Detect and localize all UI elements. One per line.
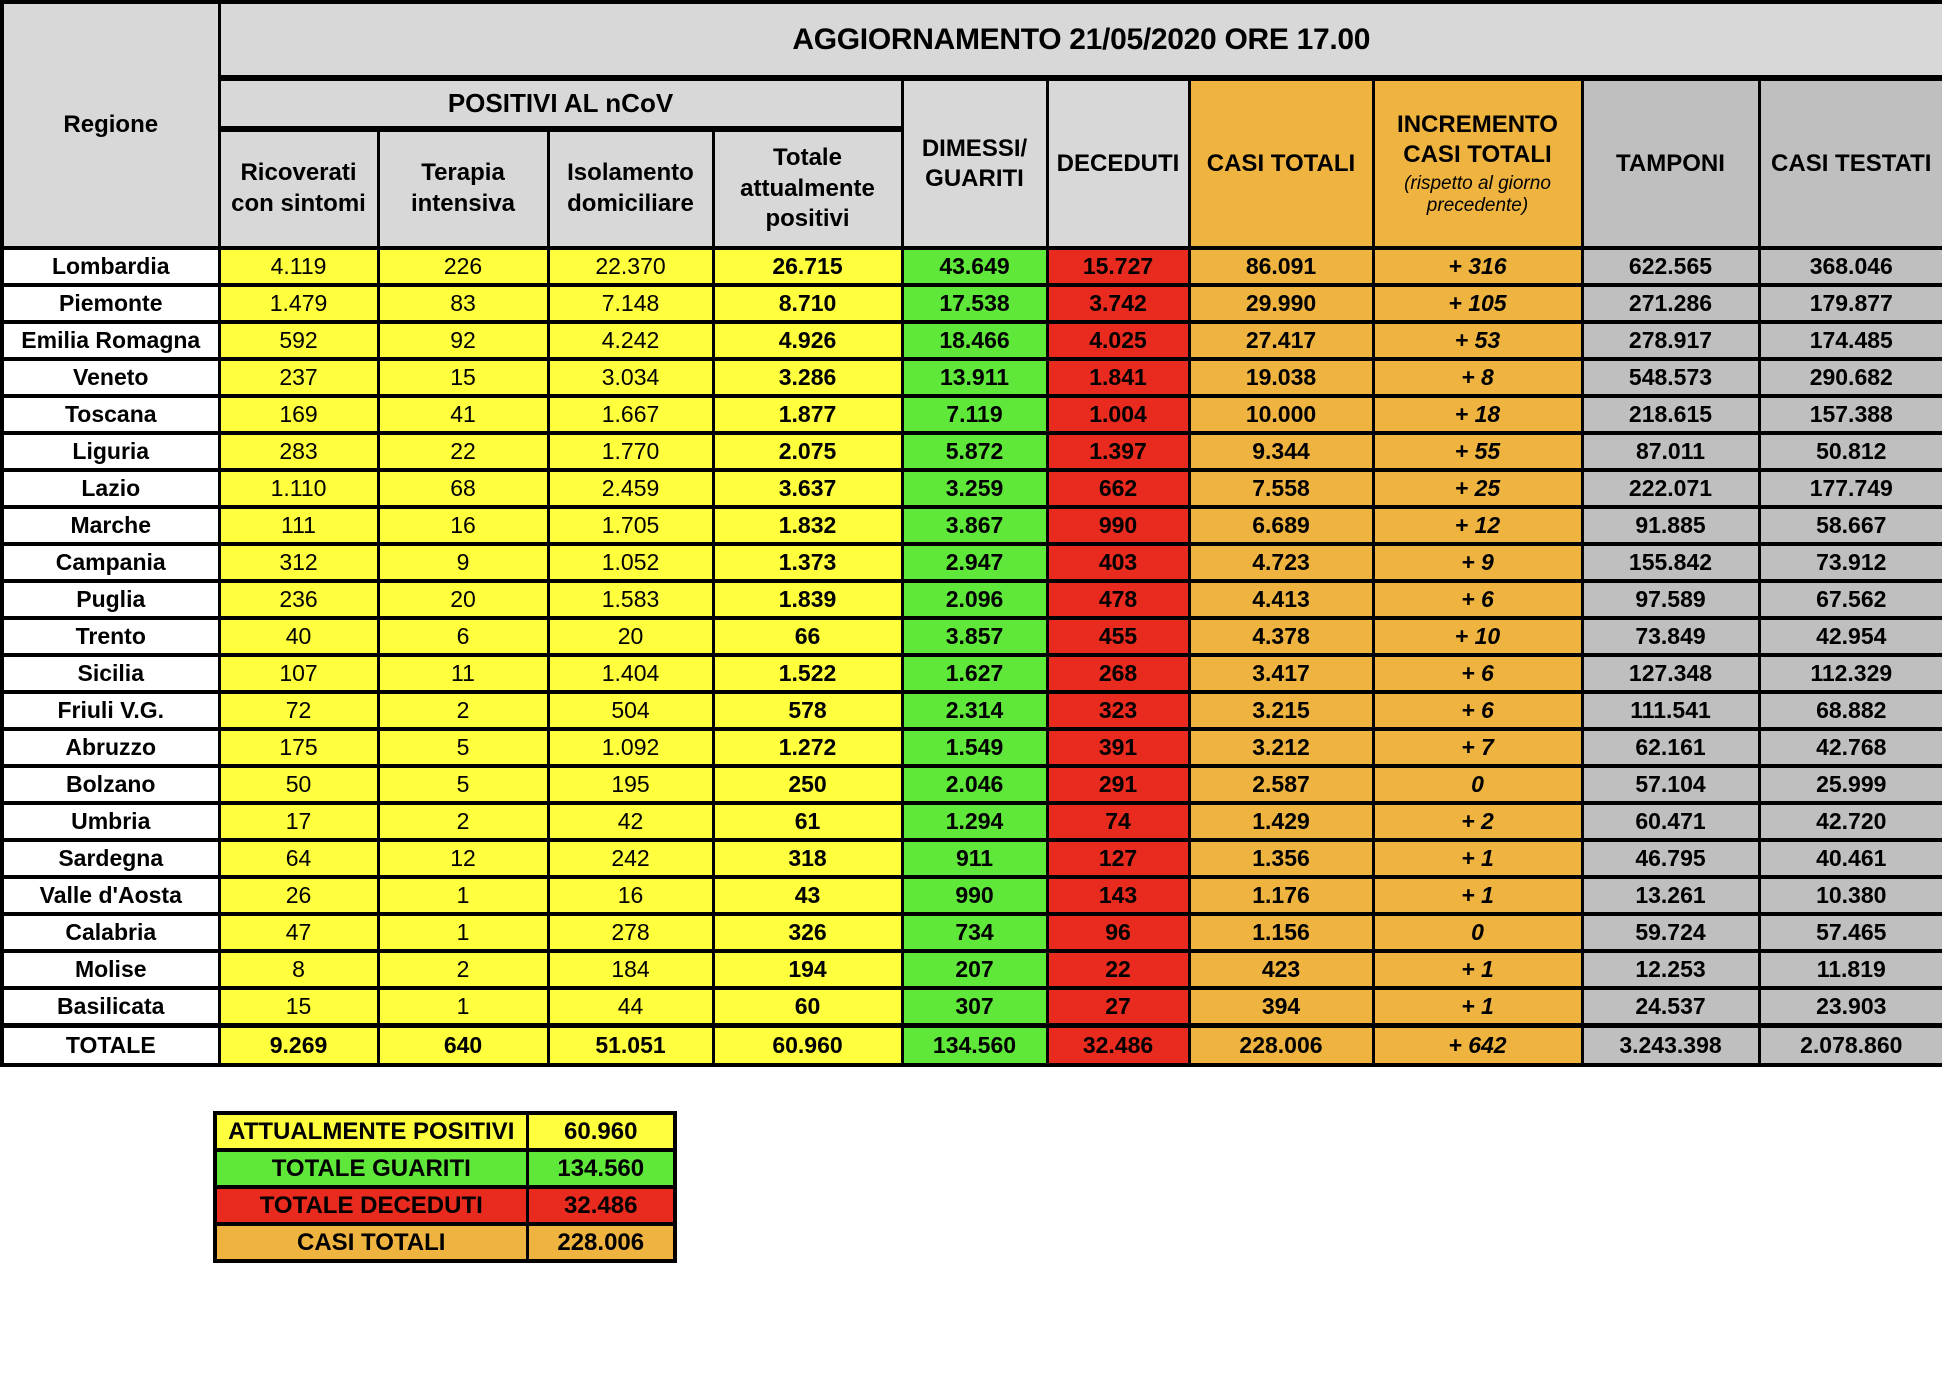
table-header-title: AGGIORNAMENTO 21/05/2020 ORE 17.00 xyxy=(219,2,1942,78)
table-row xyxy=(2,729,1942,766)
table-row xyxy=(2,359,1942,396)
cell-incremento: + 2 xyxy=(1373,803,1582,840)
cell-incremento: + 12 xyxy=(1373,507,1582,544)
cell-isolamento: 3.034 xyxy=(548,359,713,396)
cell-casi-totali: 29.990 xyxy=(1189,285,1373,322)
cell-isolamento: 1.705 xyxy=(548,507,713,544)
column-header-isolamento: Isolamento domiciliare xyxy=(548,129,713,248)
cell-isolamento: 278 xyxy=(548,914,713,951)
region-name: Puglia xyxy=(2,581,219,618)
cell-casi-testati: 23.903 xyxy=(1759,988,1942,1025)
cell-deceduti: 391 xyxy=(1047,729,1189,766)
cell-dimessi-guariti: 207 xyxy=(902,951,1047,988)
table-row xyxy=(2,322,1942,359)
cell-incremento: + 1 xyxy=(1373,951,1582,988)
cell-totale-positivi: 1.877 xyxy=(713,396,902,433)
cell-tamponi: 548.573 xyxy=(1582,359,1759,396)
cell-isolamento: 184 xyxy=(548,951,713,988)
region-name: Toscana xyxy=(2,396,219,433)
cell-dimessi-guariti: 43.649 xyxy=(902,248,1047,285)
cell-terapia-intensiva: 226 xyxy=(378,248,548,285)
cell-dimessi-guariti: 734 xyxy=(902,914,1047,951)
cell-tamponi: 222.071 xyxy=(1582,470,1759,507)
cell-casi-testati: 68.882 xyxy=(1759,692,1942,729)
cell-totale-positivi: 2.075 xyxy=(713,433,902,470)
region-name: Umbria xyxy=(2,803,219,840)
cell-incremento: + 316 xyxy=(1373,248,1582,285)
cell-tamponi: 62.161 xyxy=(1582,729,1759,766)
cell-incremento: + 1 xyxy=(1373,988,1582,1025)
column-header-casi-totali: CASI TOTALI xyxy=(1189,78,1373,248)
cell-isolamento: 1.052 xyxy=(548,544,713,581)
cell-deceduti: 96 xyxy=(1047,914,1189,951)
cell-dimessi-guariti: 1.627 xyxy=(902,655,1047,692)
cell-isolamento: 4.242 xyxy=(548,322,713,359)
cell-terapia-intensiva: 640 xyxy=(378,1025,548,1065)
cell-casi-totali: 1.156 xyxy=(1189,914,1373,951)
cell-tamponi: 111.541 xyxy=(1582,692,1759,729)
cell-deceduti: 1.004 xyxy=(1047,396,1189,433)
cell-terapia-intensiva: 2 xyxy=(378,803,548,840)
cell-ricoverati: 17 xyxy=(219,803,378,840)
cell-terapia-intensiva: 83 xyxy=(378,285,548,322)
cell-ricoverati: 169 xyxy=(219,396,378,433)
cell-casi-totali: 4.413 xyxy=(1189,581,1373,618)
cell-ricoverati: 4.119 xyxy=(219,248,378,285)
cell-casi-totali: 1.429 xyxy=(1189,803,1373,840)
cell-tamponi: 127.348 xyxy=(1582,655,1759,692)
cell-casi-totali: 27.417 xyxy=(1189,322,1373,359)
cell-casi-testati: 40.461 xyxy=(1759,840,1942,877)
cell-totale-positivi: 60 xyxy=(713,988,902,1025)
cell-casi-totali: 3.417 xyxy=(1189,655,1373,692)
cell-terapia-intensiva: 6 xyxy=(378,618,548,655)
summary-value: 228.006 xyxy=(527,1224,675,1261)
cell-terapia-intensiva: 41 xyxy=(378,396,548,433)
cell-totale-positivi: 66 xyxy=(713,618,902,655)
cell-incremento: 0 xyxy=(1373,914,1582,951)
cell-incremento: + 6 xyxy=(1373,655,1582,692)
cell-totale-positivi: 1.373 xyxy=(713,544,902,581)
table-row xyxy=(2,396,1942,433)
cell-terapia-intensiva: 16 xyxy=(378,507,548,544)
cell-casi-testati: 50.812 xyxy=(1759,433,1942,470)
table-row xyxy=(2,951,1942,988)
incremento-note: (rispetto al giorno precedente) xyxy=(1404,173,1551,216)
cell-dimessi-guariti: 2.314 xyxy=(902,692,1047,729)
cell-terapia-intensiva: 5 xyxy=(378,729,548,766)
cell-casi-testati: 57.465 xyxy=(1759,914,1942,951)
cell-incremento: + 25 xyxy=(1373,470,1582,507)
cell-tamponi: 155.842 xyxy=(1582,544,1759,581)
cell-casi-testati: 67.562 xyxy=(1759,581,1942,618)
cell-tamponi: 59.724 xyxy=(1582,914,1759,951)
cell-ricoverati: 26 xyxy=(219,877,378,914)
cell-terapia-intensiva: 20 xyxy=(378,581,548,618)
cell-deceduti: 403 xyxy=(1047,544,1189,581)
cell-incremento: + 1 xyxy=(1373,840,1582,877)
cell-terapia-intensiva: 2 xyxy=(378,692,548,729)
cell-ricoverati: 50 xyxy=(219,766,378,803)
table-row xyxy=(2,766,1942,803)
cell-isolamento: 22.370 xyxy=(548,248,713,285)
cell-totale-positivi: 4.926 xyxy=(713,322,902,359)
region-name: Lazio xyxy=(2,470,219,507)
region-name: Friuli V.G. xyxy=(2,692,219,729)
region-name: Marche xyxy=(2,507,219,544)
table-row xyxy=(2,692,1942,729)
cell-deceduti: 662 xyxy=(1047,470,1189,507)
cell-casi-totali: 86.091 xyxy=(1189,248,1373,285)
cell-dimessi-guariti: 3.259 xyxy=(902,470,1047,507)
column-header-terapia: Terapia intensiva xyxy=(378,129,548,248)
cell-terapia-intensiva: 22 xyxy=(378,433,548,470)
table-row xyxy=(2,544,1942,581)
cell-casi-testati: 174.485 xyxy=(1759,322,1942,359)
cell-deceduti: 291 xyxy=(1047,766,1189,803)
cell-dimessi-guariti: 17.538 xyxy=(902,285,1047,322)
cell-dimessi-guariti: 911 xyxy=(902,840,1047,877)
cell-terapia-intensiva: 5 xyxy=(378,766,548,803)
cell-ricoverati: 1.479 xyxy=(219,285,378,322)
cell-terapia-intensiva: 12 xyxy=(378,840,548,877)
cell-tamponi: 87.011 xyxy=(1582,433,1759,470)
cell-casi-testati: 112.329 xyxy=(1759,655,1942,692)
cell-isolamento: 51.051 xyxy=(548,1025,713,1065)
summary-value: 32.486 xyxy=(527,1187,675,1224)
cell-incremento: + 6 xyxy=(1373,692,1582,729)
cell-ricoverati: 175 xyxy=(219,729,378,766)
column-group-positivi: POSITIVI AL nCoV xyxy=(219,78,902,129)
cell-ricoverati: 8 xyxy=(219,951,378,988)
region-name: Campania xyxy=(2,544,219,581)
cell-totale-positivi: 578 xyxy=(713,692,902,729)
cell-totale-positivi: 250 xyxy=(713,766,902,803)
cell-incremento: + 1 xyxy=(1373,877,1582,914)
cell-isolamento: 1.092 xyxy=(548,729,713,766)
cell-isolamento: 1.770 xyxy=(548,433,713,470)
cell-dimessi-guariti: 2.947 xyxy=(902,544,1047,581)
cell-casi-testati: 179.877 xyxy=(1759,285,1942,322)
cell-isolamento: 20 xyxy=(548,618,713,655)
cell-casi-totali: 3.212 xyxy=(1189,729,1373,766)
cell-casi-totali: 6.689 xyxy=(1189,507,1373,544)
cell-totale-positivi: 1.522 xyxy=(713,655,902,692)
cell-ricoverati: 1.110 xyxy=(219,470,378,507)
cell-casi-totali: 10.000 xyxy=(1189,396,1373,433)
cell-casi-totali: 228.006 xyxy=(1189,1025,1373,1065)
column-header-incremento xyxy=(1373,78,1582,248)
cell-incremento: + 8 xyxy=(1373,359,1582,396)
cell-totale-positivi: 326 xyxy=(713,914,902,951)
cell-incremento: 0 xyxy=(1373,766,1582,803)
cell-casi-totali: 7.558 xyxy=(1189,470,1373,507)
cell-deceduti: 4.025 xyxy=(1047,322,1189,359)
summary-row xyxy=(215,1187,675,1224)
column-header-dimessi-guariti: DIMESSI/ GUARITI xyxy=(902,78,1047,248)
table-row xyxy=(2,803,1942,840)
cell-casi-testati: 157.388 xyxy=(1759,396,1942,433)
cell-tamponi: 60.471 xyxy=(1582,803,1759,840)
cell-tamponi: 13.261 xyxy=(1582,877,1759,914)
cell-totale-positivi: 8.710 xyxy=(713,285,902,322)
cell-ricoverati: 9.269 xyxy=(219,1025,378,1065)
region-name: TOTALE xyxy=(2,1025,219,1065)
table-row xyxy=(2,877,1942,914)
summary-body xyxy=(215,1113,675,1261)
cell-tamponi: 73.849 xyxy=(1582,618,1759,655)
summary-label: TOTALE DECEDUTI xyxy=(215,1187,527,1224)
cell-isolamento: 16 xyxy=(548,877,713,914)
cell-deceduti: 455 xyxy=(1047,618,1189,655)
incremento-label: INCREMENTO CASI TOTALI xyxy=(1397,111,1558,169)
cell-isolamento: 42 xyxy=(548,803,713,840)
cell-totale-positivi: 3.637 xyxy=(713,470,902,507)
cell-casi-totali: 19.038 xyxy=(1189,359,1373,396)
summary-row xyxy=(215,1224,675,1261)
cell-ricoverati: 111 xyxy=(219,507,378,544)
cell-incremento: + 642 xyxy=(1373,1025,1582,1065)
cell-totale-positivi: 26.715 xyxy=(713,248,902,285)
cell-isolamento: 504 xyxy=(548,692,713,729)
cell-casi-testati: 177.749 xyxy=(1759,470,1942,507)
region-name: Calabria xyxy=(2,914,219,951)
cell-casi-totali: 423 xyxy=(1189,951,1373,988)
cell-casi-testati: 2.078.860 xyxy=(1759,1025,1942,1065)
summary-label: ATTUALMENTE POSITIVI xyxy=(215,1113,527,1150)
cell-tamponi: 91.885 xyxy=(1582,507,1759,544)
cell-totale-positivi: 60.960 xyxy=(713,1025,902,1065)
cell-tamponi: 24.537 xyxy=(1582,988,1759,1025)
cell-tamponi: 3.243.398 xyxy=(1582,1025,1759,1065)
cell-deceduti: 32.486 xyxy=(1047,1025,1189,1065)
cell-tamponi: 271.286 xyxy=(1582,285,1759,322)
cell-deceduti: 143 xyxy=(1047,877,1189,914)
cell-casi-testati: 42.720 xyxy=(1759,803,1942,840)
cell-terapia-intensiva: 1 xyxy=(378,877,548,914)
cell-casi-testati: 42.954 xyxy=(1759,618,1942,655)
cell-deceduti: 1.841 xyxy=(1047,359,1189,396)
cell-deceduti: 1.397 xyxy=(1047,433,1189,470)
cell-dimessi-guariti: 3.867 xyxy=(902,507,1047,544)
cell-casi-totali: 4.378 xyxy=(1189,618,1373,655)
cell-casi-testati: 11.819 xyxy=(1759,951,1942,988)
cell-casi-testati: 25.999 xyxy=(1759,766,1942,803)
summary-value: 60.960 xyxy=(527,1113,675,1150)
cell-casi-totali: 394 xyxy=(1189,988,1373,1025)
summary-table xyxy=(213,1111,677,1263)
table-row xyxy=(2,618,1942,655)
total-row xyxy=(2,1025,1942,1065)
cell-isolamento: 7.148 xyxy=(548,285,713,322)
cell-isolamento: 1.583 xyxy=(548,581,713,618)
cell-totale-positivi: 1.272 xyxy=(713,729,902,766)
cell-ricoverati: 47 xyxy=(219,914,378,951)
cell-deceduti: 323 xyxy=(1047,692,1189,729)
cell-deceduti: 27 xyxy=(1047,988,1189,1025)
cell-isolamento: 1.404 xyxy=(548,655,713,692)
cell-casi-testati: 58.667 xyxy=(1759,507,1942,544)
cell-tamponi: 278.917 xyxy=(1582,322,1759,359)
region-name: Piemonte xyxy=(2,285,219,322)
table-row xyxy=(2,840,1942,877)
cell-tamponi: 622.565 xyxy=(1582,248,1759,285)
cell-casi-totali: 3.215 xyxy=(1189,692,1373,729)
column-header-ricoverati: Ricoverati con sintomi xyxy=(219,129,378,248)
cell-dimessi-guariti: 18.466 xyxy=(902,322,1047,359)
table-body xyxy=(2,248,1942,1065)
table-row xyxy=(2,988,1942,1025)
cell-terapia-intensiva: 1 xyxy=(378,914,548,951)
column-header-deceduti: DECEDUTI xyxy=(1047,78,1189,248)
cell-dimessi-guariti: 134.560 xyxy=(902,1025,1047,1065)
cell-dimessi-guariti: 7.119 xyxy=(902,396,1047,433)
cell-casi-testati: 42.768 xyxy=(1759,729,1942,766)
cell-terapia-intensiva: 9 xyxy=(378,544,548,581)
summary-label: CASI TOTALI xyxy=(215,1224,527,1261)
cell-terapia-intensiva: 68 xyxy=(378,470,548,507)
cell-tamponi: 57.104 xyxy=(1582,766,1759,803)
cell-incremento: + 9 xyxy=(1373,544,1582,581)
cell-deceduti: 268 xyxy=(1047,655,1189,692)
cell-casi-testati: 368.046 xyxy=(1759,248,1942,285)
cell-ricoverati: 40 xyxy=(219,618,378,655)
cell-ricoverati: 312 xyxy=(219,544,378,581)
cell-dimessi-guariti: 1.549 xyxy=(902,729,1047,766)
cell-casi-testati: 290.682 xyxy=(1759,359,1942,396)
region-name: Basilicata xyxy=(2,988,219,1025)
cell-totale-positivi: 194 xyxy=(713,951,902,988)
cell-deceduti: 127 xyxy=(1047,840,1189,877)
cell-dimessi-guariti: 3.857 xyxy=(902,618,1047,655)
cell-totale-positivi: 3.286 xyxy=(713,359,902,396)
region-name: Veneto xyxy=(2,359,219,396)
region-name: Molise xyxy=(2,951,219,988)
cell-incremento: + 10 xyxy=(1373,618,1582,655)
column-header-totale-positivi: Totale attualmente positivi xyxy=(713,129,902,248)
region-name: Sardegna xyxy=(2,840,219,877)
cell-incremento: + 53 xyxy=(1373,322,1582,359)
cell-ricoverati: 64 xyxy=(219,840,378,877)
table-row xyxy=(2,285,1942,322)
table-row xyxy=(2,914,1942,951)
cell-terapia-intensiva: 15 xyxy=(378,359,548,396)
cell-ricoverati: 283 xyxy=(219,433,378,470)
cell-tamponi: 218.615 xyxy=(1582,396,1759,433)
cell-ricoverati: 15 xyxy=(219,988,378,1025)
cell-deceduti: 990 xyxy=(1047,507,1189,544)
cell-terapia-intensiva: 1 xyxy=(378,988,548,1025)
cell-terapia-intensiva: 11 xyxy=(378,655,548,692)
cell-isolamento: 44 xyxy=(548,988,713,1025)
cell-deceduti: 478 xyxy=(1047,581,1189,618)
cell-isolamento: 1.667 xyxy=(548,396,713,433)
cell-incremento: + 55 xyxy=(1373,433,1582,470)
region-name: Liguria xyxy=(2,433,219,470)
summary-label: TOTALE GUARITI xyxy=(215,1150,527,1187)
cell-tamponi: 97.589 xyxy=(1582,581,1759,618)
cell-totale-positivi: 61 xyxy=(713,803,902,840)
cell-ricoverati: 107 xyxy=(219,655,378,692)
cell-totale-positivi: 43 xyxy=(713,877,902,914)
table-row xyxy=(2,655,1942,692)
cell-dimessi-guariti: 990 xyxy=(902,877,1047,914)
cell-dimessi-guariti: 2.096 xyxy=(902,581,1047,618)
cell-dimessi-guariti: 2.046 xyxy=(902,766,1047,803)
cell-totale-positivi: 318 xyxy=(713,840,902,877)
cell-dimessi-guariti: 5.872 xyxy=(902,433,1047,470)
cell-ricoverati: 236 xyxy=(219,581,378,618)
table-row xyxy=(2,248,1942,285)
summary-row xyxy=(215,1150,675,1187)
cell-ricoverati: 72 xyxy=(219,692,378,729)
cell-deceduti: 22 xyxy=(1047,951,1189,988)
cell-isolamento: 195 xyxy=(548,766,713,803)
cell-incremento: + 7 xyxy=(1373,729,1582,766)
cell-casi-totali: 1.176 xyxy=(1189,877,1373,914)
cell-incremento: + 105 xyxy=(1373,285,1582,322)
cell-incremento: + 6 xyxy=(1373,581,1582,618)
region-name: Sicilia xyxy=(2,655,219,692)
cell-deceduti: 74 xyxy=(1047,803,1189,840)
cell-casi-totali: 9.344 xyxy=(1189,433,1373,470)
region-name: Abruzzo xyxy=(2,729,219,766)
cell-terapia-intensiva: 2 xyxy=(378,951,548,988)
cell-tamponi: 46.795 xyxy=(1582,840,1759,877)
cell-casi-testati: 10.380 xyxy=(1759,877,1942,914)
cell-ricoverati: 237 xyxy=(219,359,378,396)
cell-totale-positivi: 1.832 xyxy=(713,507,902,544)
cell-deceduti: 15.727 xyxy=(1047,248,1189,285)
summary-value: 134.560 xyxy=(527,1150,675,1187)
column-header-tamponi: TAMPONI xyxy=(1582,78,1759,248)
cell-ricoverati: 592 xyxy=(219,322,378,359)
column-header-casi-testati: CASI TESTATI xyxy=(1759,78,1942,248)
cell-incremento: + 18 xyxy=(1373,396,1582,433)
region-name: Emilia Romagna xyxy=(2,322,219,359)
cell-terapia-intensiva: 92 xyxy=(378,322,548,359)
table-row xyxy=(2,470,1942,507)
cell-isolamento: 242 xyxy=(548,840,713,877)
table-row xyxy=(2,433,1942,470)
cell-totale-positivi: 1.839 xyxy=(713,581,902,618)
region-name: Trento xyxy=(2,618,219,655)
cell-casi-totali: 4.723 xyxy=(1189,544,1373,581)
table-row xyxy=(2,507,1942,544)
column-header-regione: Regione xyxy=(2,2,219,248)
region-name: Lombardia xyxy=(2,248,219,285)
cell-tamponi: 12.253 xyxy=(1582,951,1759,988)
region-name: Bolzano xyxy=(2,766,219,803)
table-row xyxy=(2,581,1942,618)
cell-casi-totali: 1.356 xyxy=(1189,840,1373,877)
cell-dimessi-guariti: 307 xyxy=(902,988,1047,1025)
cell-casi-totali: 2.587 xyxy=(1189,766,1373,803)
cell-casi-testati: 73.912 xyxy=(1759,544,1942,581)
region-name: Valle d'Aosta xyxy=(2,877,219,914)
cell-dimessi-guariti: 1.294 xyxy=(902,803,1047,840)
cell-dimessi-guariti: 13.911 xyxy=(902,359,1047,396)
cell-isolamento: 2.459 xyxy=(548,470,713,507)
summary-row xyxy=(215,1113,675,1150)
cell-deceduti: 3.742 xyxy=(1047,285,1189,322)
